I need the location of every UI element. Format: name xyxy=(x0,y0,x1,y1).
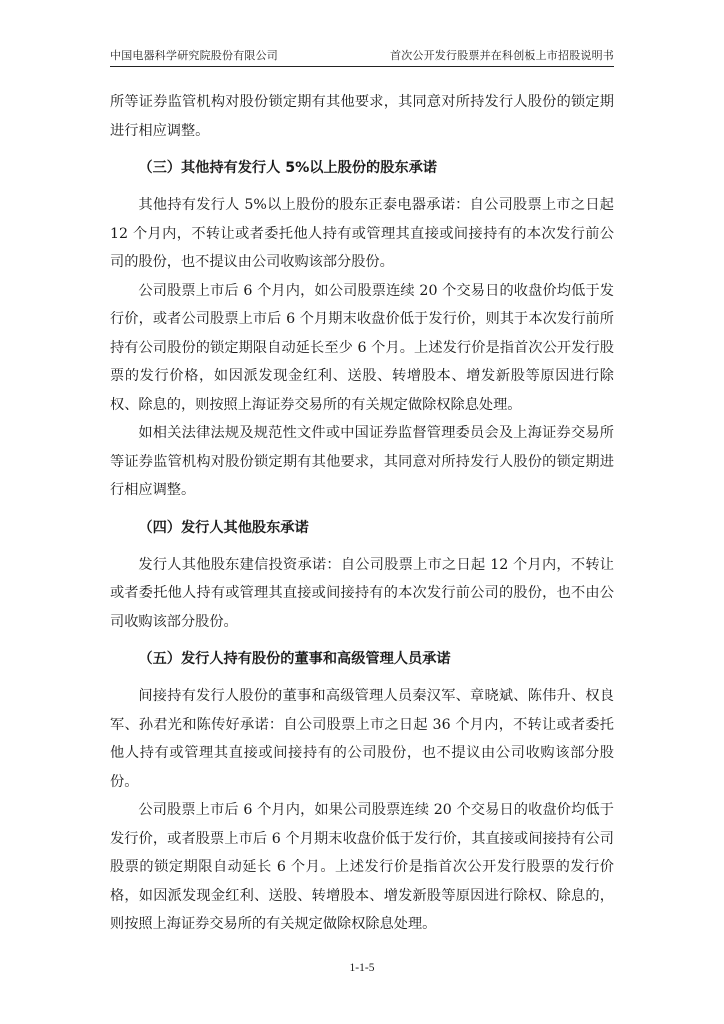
section-heading: （四）发行人其他股东承诺 xyxy=(138,519,309,536)
header-doc-title: 首次公开发行股票并在科创板上市招股说明书 xyxy=(390,49,614,62)
section-heading: （三）其他持有发行人 5%以上股份的股东承诺 xyxy=(138,160,437,176)
paragraph: 如相关法律法规及规范性文件或中国证券监督管理委员会及上海证券交易所等证券监管机构对股份锁定期有其他要求，其同意对所持发行人股份的锁定期进行相应调整。 xyxy=(110,425,614,498)
paragraph: 所等证券监管机构对股份锁定期有其他要求，其同意对所持发行人股份的锁定期进行相应调整。 xyxy=(110,94,614,139)
paragraph: 公司股票上市后 6 个月内，如公司股票连续 20 个交易日的收盘价均低于发行价，或者公司股票上市后 6 个月期末收盘价低于发行价，则其于本次发行前所持有公司股份的锁定期限自动延长至少 6 个月。上述发行价是指首次公开发行股票的发行价格，如因派发现金红利、送股、转增股本、增发新股等原因进行除权、除息的，则按照上海证券交易所的有关规定做除权除息处理。 xyxy=(110,282,614,413)
paragraph: 其他持有发行人 5%以上股份的股东正泰电器承诺：自公司股票上市之日起 12 个月内，不转让或者委托他人持有或管理其直接或间接持有的本次发行前公司的股份，也不提议由公司收购该部分股份。 xyxy=(110,197,614,270)
section-heading: （五）发行人持有股份的董事和高级管理人员承诺 xyxy=(138,651,451,667)
header-company: 中国电器科学研究院股份有限公司 xyxy=(110,49,278,62)
running-header xyxy=(110,47,614,63)
paragraph: 发行人其他股东建信投资承诺：自公司股票上市之日起 12 个月内，不转让或者委托他人持有或管理其直接或间接持有的本次发行前公司的股份，也不由公司收购该部分股份。 xyxy=(110,556,614,630)
header-divider xyxy=(110,66,614,67)
document-body xyxy=(110,88,614,939)
paragraph: 公司股票上市后 6 个月内，如果公司股票连续 20 个交易日的收盘价均低于发行价，或者股票上市后 6 个月期末收盘价低于发行价，其直接或间接持有公司股票的锁定期限自动延长 6 个月。上述发行价是指首次公开发行股票的发行价格，如因派发现金红利、送股、转增股本、增发新股等原因进行除权、除息的，则按照上海证券交易所的有关规定做除权除息处理。 xyxy=(110,802,614,932)
paragraph: 间接持有发行人股份的董事和高级管理人员秦汉军、章晓斌、陈伟升、权良军、孙君光和陈传好承诺：自公司股票上市之日起 36 个月内，不转让或者委托他人持有或管理其直接或间接持有的公司股份，也不提议由公司收购该部分股份。 xyxy=(110,688,614,790)
page-number: 1-1-5 xyxy=(349,962,375,974)
